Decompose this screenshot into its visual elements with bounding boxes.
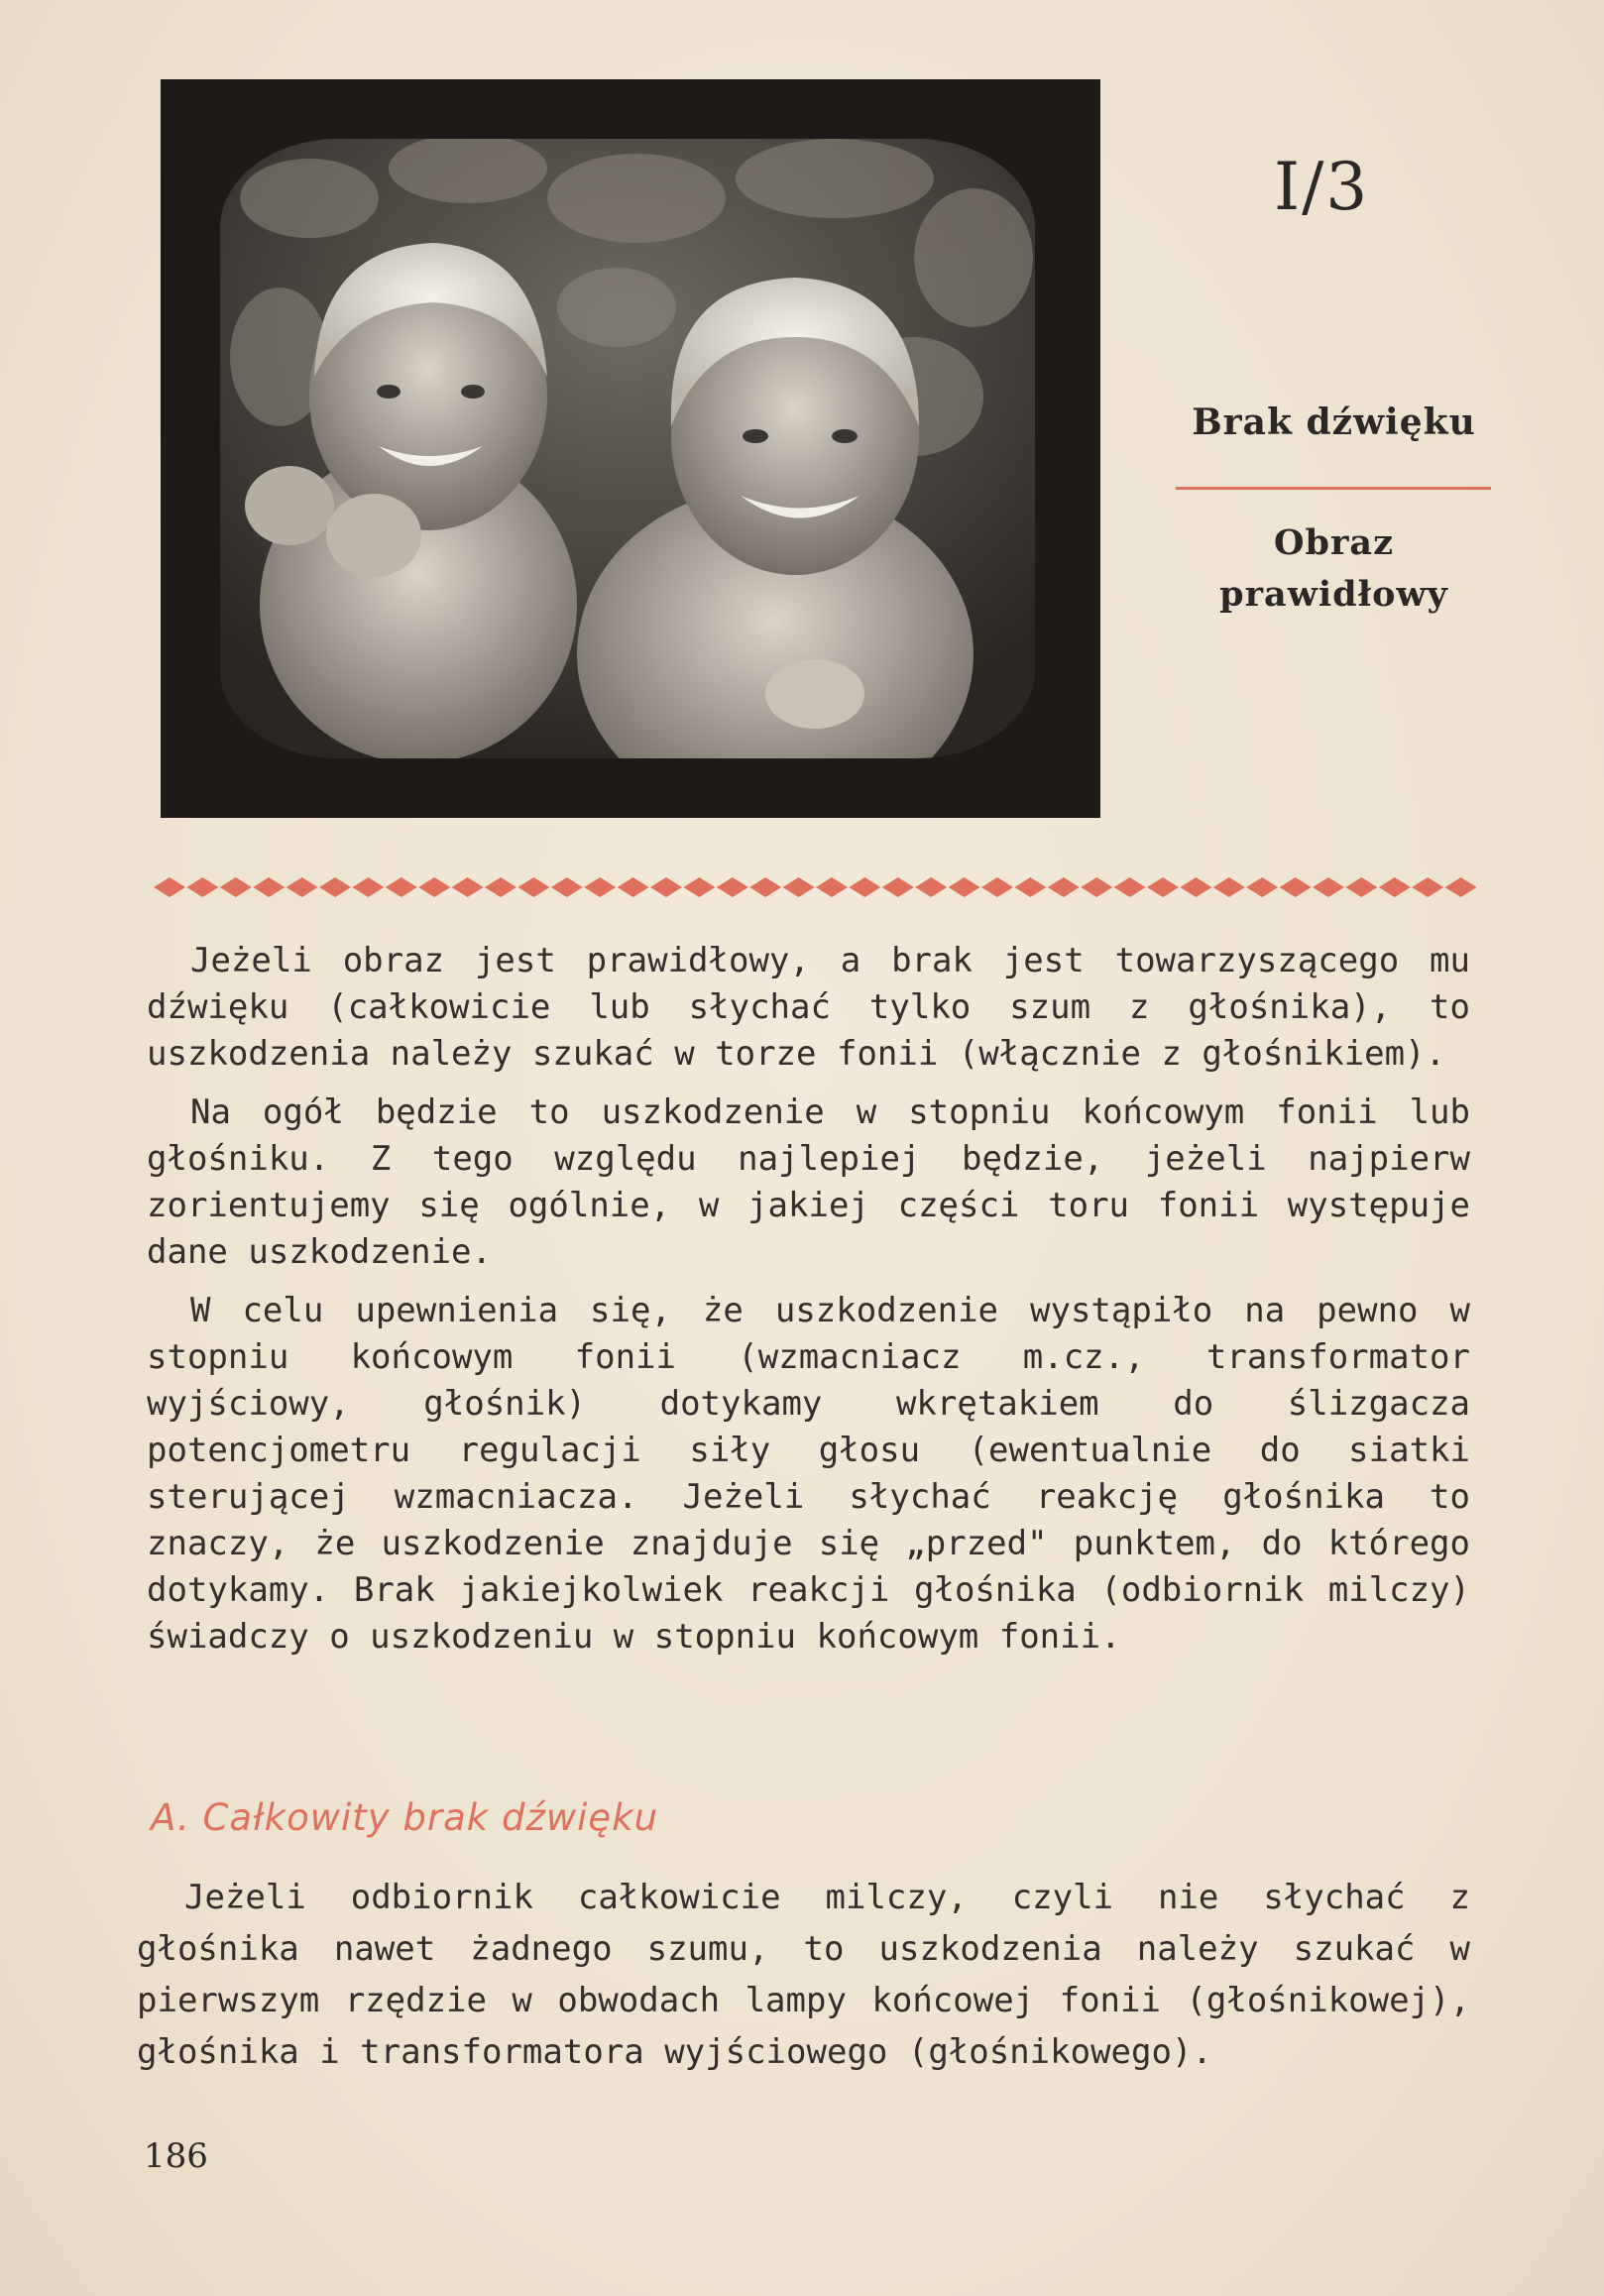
diamond-ornament: [154, 877, 185, 897]
diamond-ornament: [1147, 877, 1179, 897]
children-photo-icon: [220, 139, 1035, 758]
diamond-ornament: [949, 877, 980, 897]
diamond-ornament: [1345, 877, 1377, 897]
diamond-ornament: [1445, 877, 1477, 897]
diamond-ornament: [517, 877, 549, 897]
image-status-label: Obraz prawidłowy: [1219, 522, 1448, 615]
diamond-ornament: [1213, 877, 1245, 897]
diamond-ornament: [186, 877, 218, 897]
diamond-ornament: [452, 877, 484, 897]
diamond-ornament: [1412, 877, 1443, 897]
diamond-ornament: [1048, 877, 1080, 897]
diamond-ornament: [584, 877, 616, 897]
diamond-ornament: [286, 877, 318, 897]
paragraph: W celu upewnienia się, że uszkodzenie wystąpiło na pewno w stopniu końcowym fonii (wzmacniacz m.cz., transformator wyjściowy, głośnik) dotykamy wkrętakiem do ślizgacza potencjometru regulacji siły głosu (ewentualnie do siatki sterującej wzmacniacza. Jeżeli słychać reakcję głośnika to znaczy, że uszkodzenie znajduje się „przed" punktem, do którego dotykamy. Brak jakiejkolwiek reakcji głośnika (odbiornik milczy) świadczy o uszkodzeniu w stopniu końcowym fonii.: [147, 1291, 1470, 1657]
diamond-ornament: [1379, 877, 1411, 897]
section-code: I/3: [1274, 149, 1370, 225]
diamond-ornament: [749, 877, 781, 897]
diamond-border-decoration: [154, 872, 1477, 902]
diamond-ornament: [683, 877, 715, 897]
photo-frame: [161, 79, 1100, 818]
diamond-ornament: [418, 877, 450, 897]
paragraph: Jeżeli obraz jest prawidłowy, a brak jest towarzyszącego mu dźwięku (całkowicie lub słychać tylko szum z głośnika), to uszkodzenia należy szukać w torze fonii (włącznie z głośnikiem).: [147, 941, 1470, 1074]
tv-screen-photo: [220, 139, 1035, 758]
diamond-ornament: [1180, 877, 1211, 897]
diamond-ornament: [882, 877, 914, 897]
diamond-ornament: [352, 877, 384, 897]
diamond-ornament: [981, 877, 1013, 897]
diamond-ornament: [1246, 877, 1278, 897]
diamond-ornament: [253, 877, 285, 897]
diamond-ornament: [1313, 877, 1344, 897]
section-a-heading: A. Całkowity brak dźwięku: [151, 1796, 659, 1839]
diamond-ornament: [1014, 877, 1046, 897]
paragraph: Jeżeli odbiornik całkowicie milczy, czyli nie słychać z głośnika nawet żadnego szumu, to uszkodzenia należy szukać w pierwszym rzędzie w obwodach lampy końcowej fonii (głośnikowej), głośnika i transformatora wyjściowego (głośnikowego).: [137, 1878, 1470, 2072]
diamond-ornament: [386, 877, 417, 897]
diamond-ornament: [551, 877, 583, 897]
page-number: 186: [144, 2136, 208, 2176]
diamond-ornament: [1114, 877, 1146, 897]
sound-status-label: Brak dźwięku: [1192, 402, 1476, 443]
diamond-row-icon: [154, 872, 1477, 902]
diamond-ornament: [485, 877, 516, 897]
paragraph: Na ogół będzie to uszkodzenie w stopniu końcowym fonii lub głośniku. Z tego względu najlepiej będzie, jeżeli najpierw zorientujemy się ogólnie, w jakiej części toru fonii występuje dane uszkodzenie.: [147, 1092, 1470, 1272]
red-divider: [1176, 487, 1491, 490]
diamond-ornament: [849, 877, 880, 897]
diamond-ornament: [915, 877, 947, 897]
diamond-ornament: [783, 877, 815, 897]
diamond-ornament: [319, 877, 351, 897]
diamond-ornament: [816, 877, 848, 897]
diamond-ornament: [717, 877, 748, 897]
body-text: [147, 938, 1470, 1672]
diamond-ornament: [618, 877, 649, 897]
section-a-text: [137, 1872, 1470, 2078]
diamond-ornament: [1280, 877, 1312, 897]
diamond-ornament: [220, 877, 252, 897]
diamond-ornament: [650, 877, 682, 897]
diamond-ornament: [1081, 877, 1112, 897]
